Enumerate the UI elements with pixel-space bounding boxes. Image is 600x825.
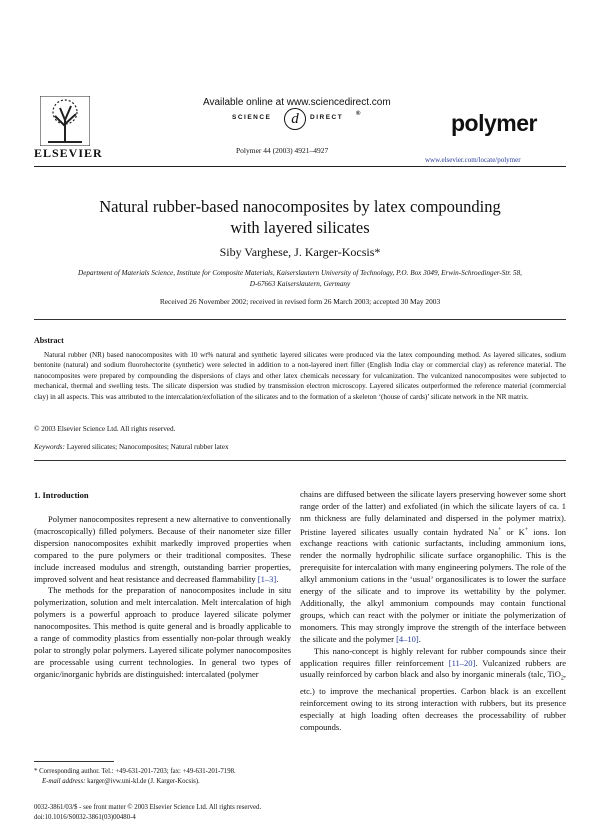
elsevier-tree-icon (40, 96, 90, 146)
citation-link[interactable]: [4–10] (396, 633, 419, 644)
sd-right-word: DIRECT (310, 114, 344, 121)
available-online-text[interactable]: Available online at www.sciencedirect.com (203, 97, 391, 108)
paragraph-text: chains are diffused between the silicate layers preserving however some short range order of the latter) and exfoliated (in which the silicate layers of ca. 1 nm thickness are fully delaminated and dispersed in the polymer matrix). Pristine layered silicates usually contain hydrated Na (300, 489, 566, 537)
sd-left-word: SCIENCE (232, 114, 272, 121)
superscript: + (498, 526, 502, 533)
paragraph-text: , etc.) to improve the mechanical properties. Carbon black is an excellent reinforcement owing to its strong interaction with rubbers, but its presence especially at high loading often decreases the processability of rubber compounds. (300, 669, 566, 732)
keywords-list: Layered silicates; Nanocomposites; Natural rubber latex (66, 443, 229, 451)
publisher-name: ELSEVIER (34, 146, 103, 160)
article-title (34, 196, 566, 238)
keywords (34, 443, 229, 451)
paragraph-text: This nano-concept is highly relevant for rubber compounds since their application requires filler reinforcement (300, 645, 566, 668)
footnote-divider (34, 761, 114, 762)
paragraph: The methods for the preparation of nanocomposites include in situ polymerization, solution and melt intercalation. Melt intercalation of high polymers is a powerful approach to produce layered silicate polymer nanocomposites. This method is quite general and is broadly applicable to a range of commodity plastics from essentially non-polar through weakly polar to strongly polar polymers. Layered silicate polymer nanocomposites are processable using current technologies. In general two types of organic/inorganic hybrids are distinguished: intercalated (polymer (34, 585, 291, 679)
paragraph-text: Polymer nanocomposites represent a new alternative to conventionally (macroscopically) filled polymers. Because of their nanometer size filler dispersion nanocomposites exhibit markedly improved properties when compared to the pure polymers or their traditional composites. These include increased modulus and strength, outstanding barrier properties, improved solvent and heat resistance and decreased flammability (34, 514, 291, 584)
affiliation-line-1: Department of Materials Science, Institute for Composite Materials, Kaiserslautern University of Technology, P.O. Box 3049, Erwin-Schroedinger-Str. 58, (78, 269, 522, 277)
paragraph-text: . (276, 573, 279, 584)
citation-link[interactable]: [1–3] (257, 573, 277, 584)
superscript: + (524, 526, 529, 533)
email-label: E-mail address: (42, 778, 86, 785)
paragraph (300, 646, 566, 734)
title-line-1: Natural rubber-based nanocomposites by latex compounding (99, 197, 501, 216)
sciencedirect-logo (232, 108, 372, 130)
section-heading-introduction: 1. Introduction (34, 490, 89, 500)
right-column (300, 489, 566, 734)
paragraph-text: or K (501, 526, 525, 537)
authors: Siby Varghese, J. Karger-Kocsis* (219, 245, 381, 259)
abstract-copyright: © 2003 Elsevier Science Ltd. All rights reserved. (34, 425, 176, 433)
doi-line: doi:10.1016/S0032-3861(03)00480-4 (34, 813, 136, 821)
left-column (34, 500, 291, 681)
subscript: 2 (560, 676, 564, 683)
header-divider (34, 166, 566, 167)
email-note (34, 777, 291, 787)
paragraph-text: . Vulcanized rubbers are usually reinforced by carbon black and also by inorganic minerals (talc, TiO (300, 657, 567, 680)
abstract-divider (34, 319, 566, 320)
paragraph (34, 514, 291, 585)
journal-reference: Polymer 44 (2003) 4921–4927 (236, 146, 329, 155)
sd-at-icon: d (284, 108, 306, 130)
received-dates: Received 26 November 2002; received in revised form 26 March 2003; accepted 30 May 2003 (159, 297, 441, 306)
abstract-text: Natural rubber (NR) based nanocomposites with 10 wt% natural and synthetic layered silicates were produced via the latex compounding method. As layered silicates, sodium bentonite (natural) and sodium fluorohectorite (synthetic) were selected in addition to a non-layered inert filler (English India clay or commercial clay) as reference material. The nanocomposites were prepared by compounding the dispersions of clays and other latex chemicals necessary for vulcanization. The vulcanized nanocomposites were subjected to mechanical, thermal and swelling tests. The silicate dispersion was studied by transmission electron microscopy. Layered silicates outperformed the reference material (commercial clay) in all aspects. This was attributed to the intercalation/exfoliation of the silicates and to the formation of a skeleton ‘(house of cards)’ silicate network in the NR matrix. (34, 351, 566, 401)
affiliation-line-2: D-67663 Kaiserslautern, Germany (249, 280, 351, 288)
keywords-label: Keywords: (34, 443, 65, 451)
corresponding-author-note: * Corresponding author. Tel.: +49-631-201-7203; fax: +49-631-201-7198. (34, 768, 236, 775)
journal-url-link[interactable]: www.elsevier.com/locate/polymer (425, 156, 521, 164)
title-line-2: with layered silicates (230, 218, 370, 237)
paragraph-text: . (418, 633, 421, 644)
keywords-divider (34, 460, 566, 461)
article-meta (34, 803, 434, 822)
journal-brand: polymer (451, 110, 537, 136)
citation-link[interactable]: [11–20] (448, 657, 476, 668)
footnote (34, 767, 291, 787)
sd-tm: ® (356, 111, 362, 117)
elsevier-logo (34, 96, 103, 166)
paragraph (300, 489, 566, 646)
paragraph-text: ions. Ion exchange reactions with cationic surfactants, including ammonium ions, render the normally hydrophilic silicate surface organophilic. This is the prerequisite for intercalation with many engineering polymers. The role of the alkyl ammonium cations in the ‘usual’ organosilicates is to lower the surface energy of the silicate and to improve its wettability by the polymer. Additionally, the alkyl ammonium compounds may contain functional groups, which can react with the polymer or initiate the polymerization of monomers. This may strongly improve the strength of the interface between the silicate and the polymer (300, 526, 566, 644)
issn-line: 0032-3861/03/$ - see front matter © 2003 Elsevier Science Ltd. All rights reserved. (34, 804, 262, 811)
abstract-heading: Abstract (34, 336, 64, 345)
affiliation (40, 268, 560, 290)
email-address[interactable]: karger@ivw.uni-kl.de (J. Karger-Kocsis). (87, 778, 200, 785)
